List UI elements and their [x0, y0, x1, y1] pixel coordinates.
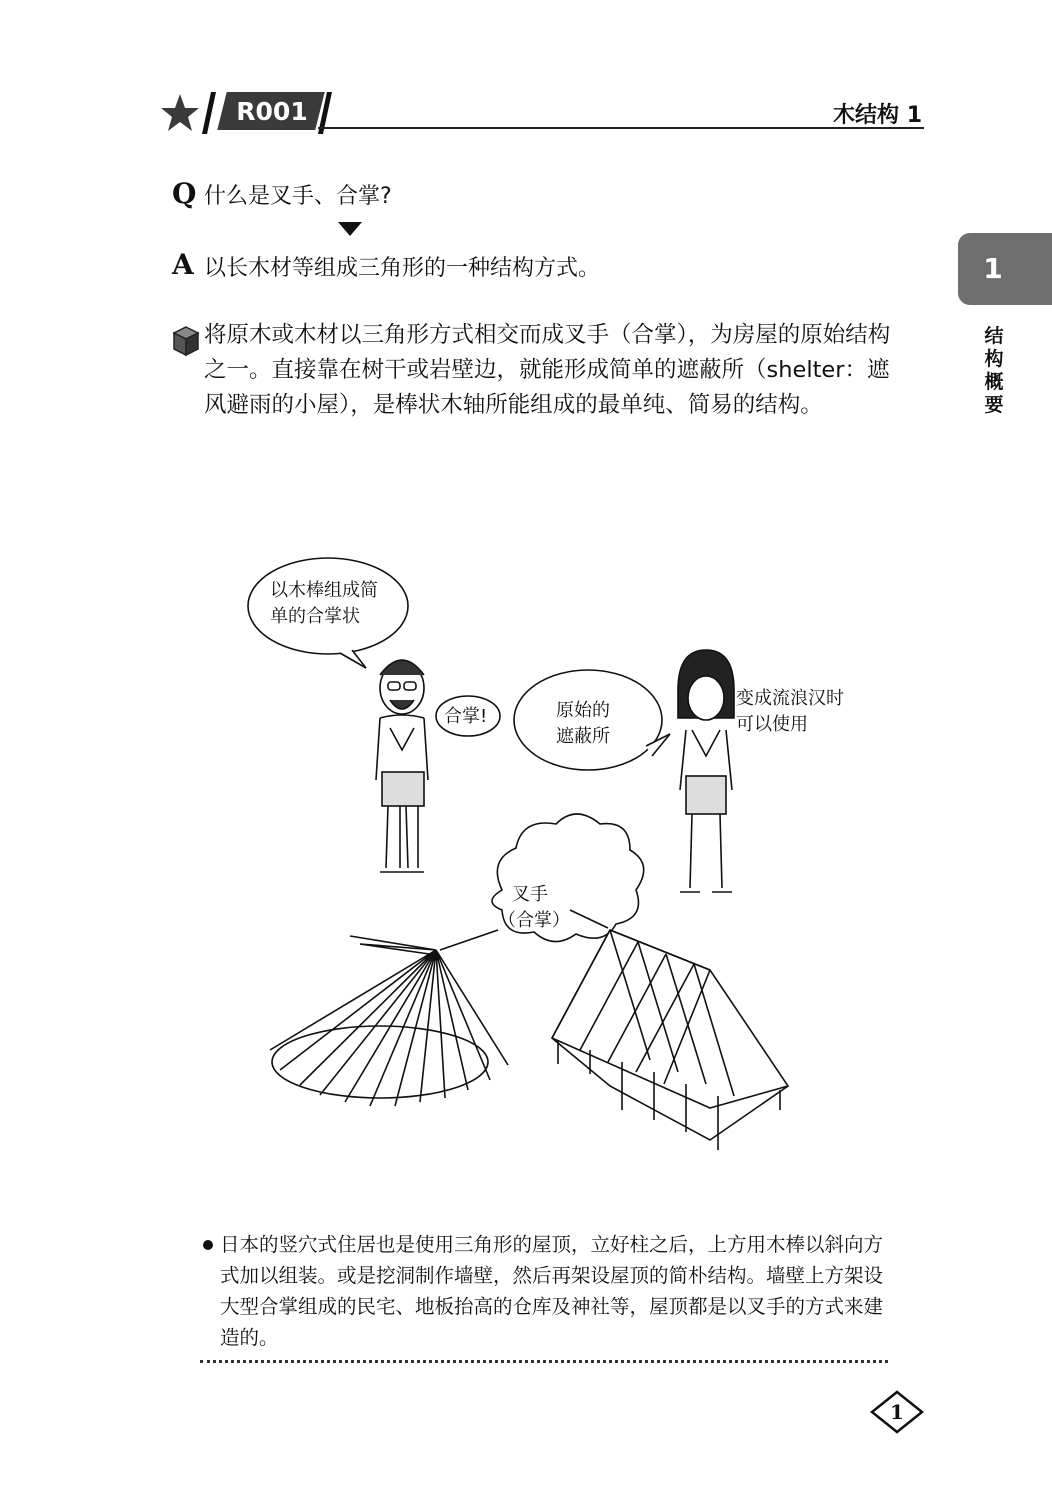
arrow-down-icon — [338, 222, 362, 236]
bubble-shelter-line1: 原始的 — [556, 700, 610, 721]
man-figure — [376, 660, 428, 872]
note-bullet-icon — [203, 1240, 213, 1250]
answer-text: 以长木材等组成三角形的一种结构方式。 — [204, 256, 601, 281]
bubble-gassho-text: 合掌! — [444, 706, 488, 727]
cloud-line1: 叉手 — [512, 884, 548, 905]
slash-divider-icon — [202, 92, 216, 134]
woman-figure — [678, 650, 734, 892]
answer-mark-label: A — [172, 248, 194, 281]
dotted-divider — [200, 1360, 888, 1363]
a-frame-structure — [552, 930, 788, 1150]
bubble-shelter-line2: 遮蔽所 — [556, 726, 610, 747]
body-paragraph: 将原木或木材以三角形方式相交而成叉手（合掌），为房屋的原始结构之一。直接靠在树干或岩壁边，就能形成简单的遮蔽所（shelter：遮风避雨的小屋），是棒状木轴所能组成的最单纯、简易的结构。 — [204, 322, 891, 418]
chapter-tab-number: 1 — [983, 252, 1003, 285]
cloud-line2: （合掌） — [498, 910, 570, 931]
chapter-title: 木结构 1 — [833, 103, 922, 128]
chapter-tab-label: 结构概要 — [984, 325, 1004, 416]
page-number: 1 — [890, 1400, 904, 1424]
section-code: R001 — [236, 97, 308, 126]
question-mark-label: Q — [172, 177, 197, 210]
bubble-man-line1: 以木棒组成简 — [270, 580, 378, 601]
cube-bullet-icon — [172, 325, 200, 357]
star-icon — [160, 93, 200, 133]
bubble-man-line2: 单的合掌状 — [270, 606, 360, 627]
woman-text-line1: 变成流浪汉时 — [736, 688, 844, 709]
teepee-structure — [270, 936, 508, 1106]
gassho-illustration — [240, 550, 880, 1170]
question-text: 什么是叉手、合掌? — [204, 184, 392, 209]
woman-text-line2: 可以使用 — [736, 714, 808, 735]
note-paragraph: 日本的竖穴式住居也是使用三角形的屋顶，立好柱之后，上方用木棒以斜向方式加以组装。或是挖洞制作墙壁，然后再架设屋顶的简朴结构。墙壁上方架设大型合掌组成的民宅、地板抬高的仓库及神社等，屋顶都是以叉手的方式来建造的。 — [220, 1233, 884, 1349]
